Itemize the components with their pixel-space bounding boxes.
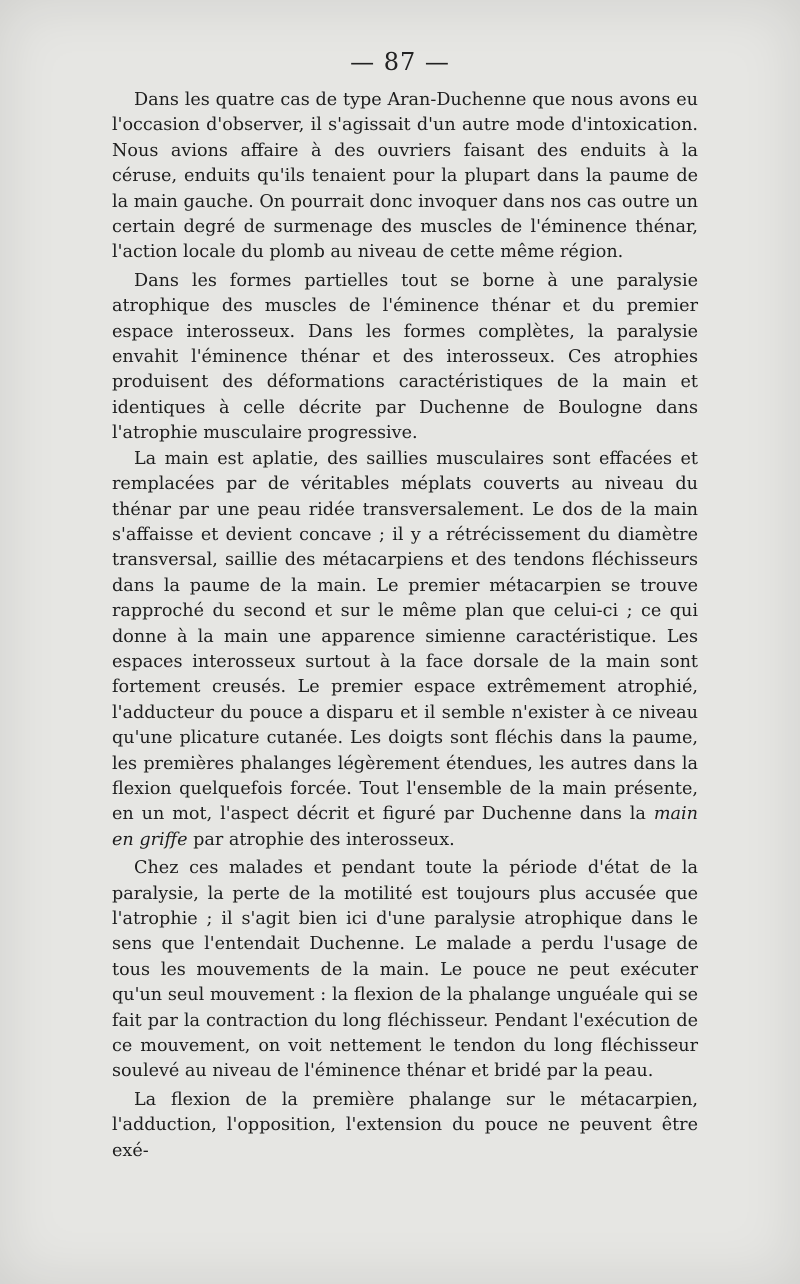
paragraph-3-text-after: par atrophie des interosseux.: [187, 829, 455, 850]
paragraph-1: Dans les quatre cas de type Aran-Duchenne que nous avons eu l'occasion d'observer, il s'agissait d'un autre mode d'intoxication. Nous avions affaire à des ouvriers faisant des enduits à la céruse, enduits qu'ils tenaient pour la plupart dans la paume de la main gauche. On pourrait donc invoquer dans nos cas outre un certain degré de surmenage des muscles de l'éminence thénar, l'action locale du plomb au niveau de cette même région.: [112, 90, 698, 263]
paragraph-3-text-before: La main est aplatie, des saillies musculaires sont effacées et remplacées par de véritables méplats couverts au niveau du thénar par une peau ridée transversalement. Le dos de la main s'affaisse et devient concave ; il y a rétrécissement du diamètre transversal, saillie des métacarpiens et des tendons fléchisseurs dans la paume de la main. Le premier métacarpien se trouve rapproché du second et sur le même plan que celui-ci ; ce qui donne à la main une apparence simienne caractéristique. Les espaces interosseux surtout à la face dorsale de la main sont fortement creusés. Le premier espace extrêmement atrophié, l'adducteur du pouce a disparu et il semble n'exister à ce niveau qu'une plicature cutanée. Les doigts sont fléchis dans la paume, les premières phalanges légèrement étendues, les autres dans la flexion quelquefois forcée. Tout l'ensemble de la main présente, en un mot, l'aspect décrit et figuré par Duchenne dans la: [112, 448, 698, 825]
paragraph-3: [112, 447, 698, 854]
body-text: [112, 88, 698, 1164]
paragraph-5: La flexion de la première phalange sur le métacarpien, l'adduction, l'opposition, l'extension du pouce ne peuvent être exé-: [112, 1089, 698, 1161]
paragraph-2: Dans les formes partielles tout se borne à une paralysie atrophique des muscles de l'éminence thénar et du premier espace interosseux. Dans les formes complètes, la paralysie envahit l'éminence thénar et des interosseux. Ces atrophies produisent des déformations caractéristiques de la main et identiques à celle décrite par Duchenne de Boulogne dans l'atrophie musculaire progressive.: [112, 270, 698, 444]
paragraph-3-italic-term: main en griffe: [112, 804, 698, 850]
page-number: — 87 —: [350, 48, 450, 76]
paragraph-4: Chez ces malades et pendant toute la période d'état de la paralysie, la perte de la motilité est toujours plus accusée que l'atrophie ; il s'agit bien ici d'une paralysie atrophique dans le sens que l'entendait Duchenne. Le malade a perdu l'usage de tous les mouvements de la main. Le pouce ne peut exécuter qu'un seul mouvement : la flexion de la phalange unguéale qui se fait par la contraction du long fléchisseur. Pendant l'exécution de ce mouvement, on voit nettement le tendon du long fléchisseur soulevé au niveau de l'éminence thénar et bridé par la peau.: [112, 858, 698, 1082]
